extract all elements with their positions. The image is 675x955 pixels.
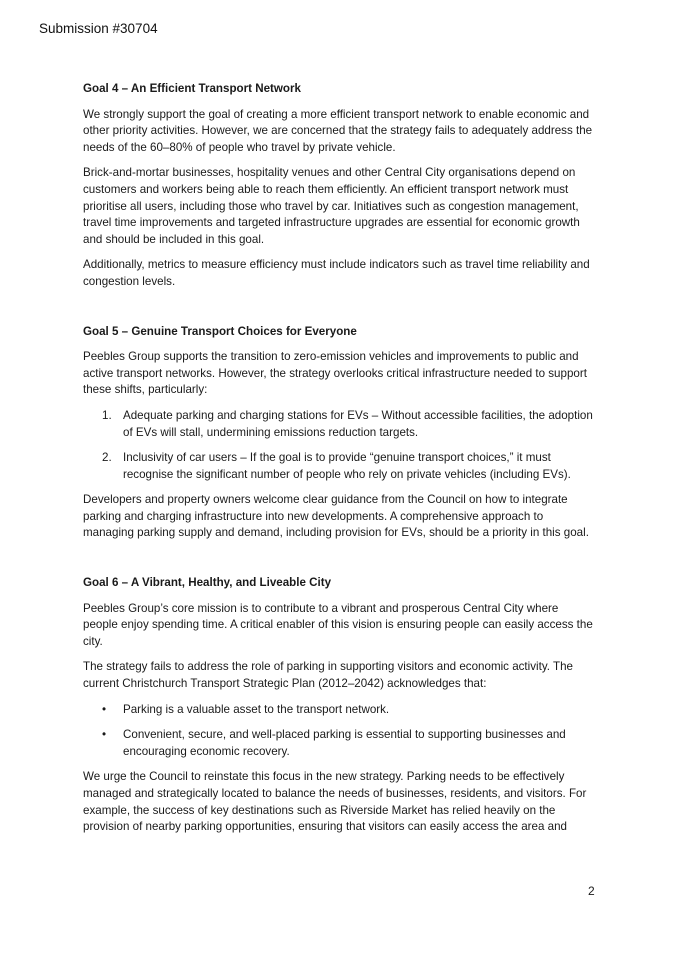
goal-5-intro: Peebles Group supports the transition to zero-emission vehicles and improvements to public and active transport networks. However, the strategy overlooks critical infrastructure needed to support these shifts, particularly: bbox=[83, 350, 587, 397]
section-spacer bbox=[83, 300, 595, 324]
goal-6-heading: Goal 6 – A Vibrant, Healthy, and Liveable City bbox=[83, 576, 332, 590]
goal-4-paragraph-2: Brick-and-mortar businesses, hospitality venues and other Central City organisations depend on customers and workers being able to reach them efficiently. An efficient transport network must prioritise all users, including those who travel by car. Initiatives such as congestion management, travel time improvements and targeted infrastructure upgrades are essential for economic growth and should be included in this goal. bbox=[83, 166, 580, 246]
goal-6-paragraph-1: Peebles Group’s core mission is to contribute to a vibrant and prosperous Central City where people enjoy spending time. A critical enabler of this vision is ensuring people can easily access the city. bbox=[83, 601, 593, 648]
goal-6-bullet-list bbox=[83, 702, 595, 761]
goal-5-numbered-list bbox=[83, 408, 595, 483]
goal-5-heading: Goal 5 – Genuine Transport Choices for Everyone bbox=[83, 324, 357, 338]
goal-6-paragraph-2: The strategy fails to address the role of parking in supporting visitors and economic activity. The current Christchurch Transport Strategic Plan (2012–2042) acknowledges that: bbox=[83, 660, 573, 691]
list-item-text: Inclusivity of car users – If the goal is to provide “genuine transport choices,” it must recognise the significant number of people who rely on private vehicles (including EVs). bbox=[123, 451, 571, 481]
page-number: 2 bbox=[588, 884, 595, 898]
list-item-text: Convenient, secure, and well-placed parking is essential to supporting businesses and encouraging economic recovery. bbox=[123, 728, 566, 758]
list-number: 1. bbox=[102, 408, 112, 422]
goal-4-paragraph-3: Additionally, metrics to measure efficiency must include indicators such as travel time reliability and congestion levels. bbox=[83, 258, 590, 288]
list-item-text: Adequate parking and charging stations for EVs – Without accessible facilities, the adoption of EVs will stall, undermining emissions reduction targets. bbox=[123, 408, 593, 439]
bullet-icon: • bbox=[102, 702, 107, 716]
list-item bbox=[83, 408, 595, 441]
list-item-text: Parking is a valuable asset to the transport network. bbox=[123, 702, 390, 716]
list-item bbox=[83, 702, 595, 719]
goal-5-closing: Developers and property owners welcome clear guidance from the Council on how to integrate parking and charging infrastructure into new developments. A comprehensive approach to managing parking supply and demand, including provision for EVs, should be a priority in this goal. bbox=[83, 493, 589, 540]
list-number: 2. bbox=[102, 451, 112, 465]
section-spacer bbox=[83, 551, 595, 575]
goal-4-paragraph-1: We strongly support the goal of creating a more efficient transport network to enable economic and other priority activities. However, we are concerned that the strategy fails to adequately address the needs of the 60–80% of people who travel by private vehicle. bbox=[83, 107, 593, 154]
goal-4-section bbox=[83, 81, 595, 291]
goal-6-section bbox=[83, 575, 595, 836]
goal-5-section bbox=[83, 324, 595, 543]
bullet-icon: • bbox=[102, 728, 107, 742]
document-body bbox=[83, 81, 595, 845]
list-item bbox=[83, 727, 595, 760]
list-item bbox=[83, 450, 595, 483]
goal-4-heading: Goal 4 – An Efficient Transport Network bbox=[83, 82, 301, 95]
goal-6-closing: We urge the Council to reinstate this focus in the new strategy. Parking needs to be effectively managed and strategically located to balance the needs of businesses, residents, and visitors. For example, the success of key destinations such as Riverside Market has relied heavily on the provision of nearby parking opportunities, ensuring that visitors can easily access the area and bbox=[83, 770, 587, 834]
submission-header: Submission #30704 bbox=[39, 21, 158, 36]
